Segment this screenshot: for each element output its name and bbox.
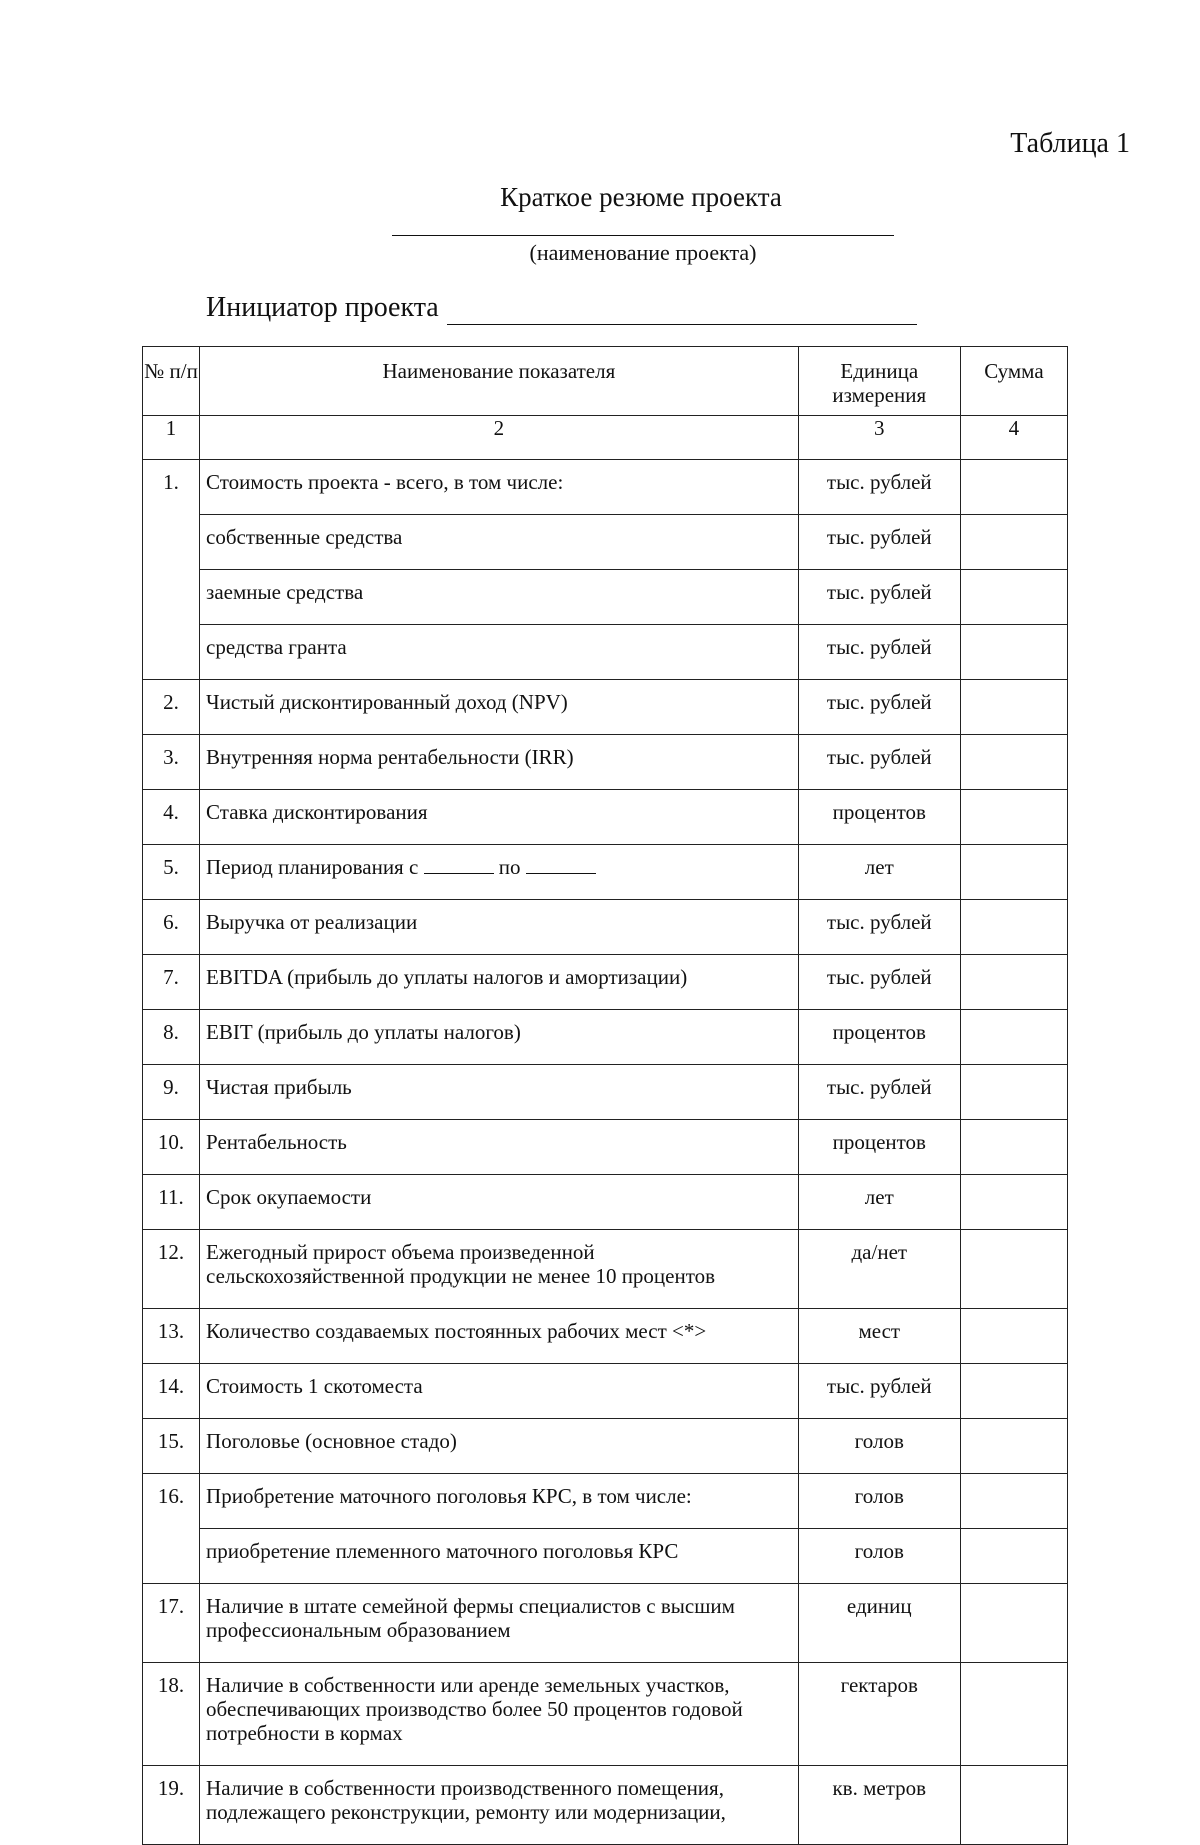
column-index: 2 [200, 416, 799, 460]
unit-cell: тыс. рублей [798, 955, 960, 1010]
indicator-name: Стоимость проекта - всего, в том числе: [200, 460, 799, 515]
indicator-name: Срок окупаемости [200, 1175, 799, 1230]
sum-cell[interactable] [960, 735, 1067, 790]
header-unit: Единица измерения [798, 347, 960, 416]
indicator-name: EBIT (прибыль до уплаты налогов) [200, 1010, 799, 1065]
header-row [143, 347, 1068, 416]
table-row [143, 1065, 1068, 1120]
initiator-label: Инициатор проекта [206, 292, 439, 323]
indicator-name: Чистая прибыль [200, 1065, 799, 1120]
sum-cell[interactable] [960, 790, 1067, 845]
table-row [143, 1529, 1068, 1584]
table-row [143, 680, 1068, 735]
sum-cell[interactable] [960, 1584, 1067, 1663]
unit-cell: тыс. рублей [798, 570, 960, 625]
project-name-caption: (наименование проекта) [529, 240, 757, 265]
table-row [143, 1120, 1068, 1175]
table-row [143, 1364, 1068, 1419]
document-title: Краткое резюме проекта [500, 182, 782, 212]
row-number: 6. [143, 900, 200, 955]
table-row [143, 1766, 1068, 1845]
unit-cell: голов [798, 1419, 960, 1474]
table-row [143, 955, 1068, 1010]
column-index: 4 [960, 416, 1067, 460]
table-row [143, 735, 1068, 790]
planning-period-to: по [498, 855, 521, 879]
row-number: 13. [143, 1309, 200, 1364]
header-sum: Сумма [960, 347, 1067, 416]
project-name-line[interactable] [392, 235, 894, 236]
sum-cell[interactable] [960, 1010, 1067, 1065]
row-number: 7. [143, 955, 200, 1010]
table-row [143, 515, 1068, 570]
indicator-name: Приобретение маточного поголовья КРС, в том числе: [200, 1474, 799, 1529]
unit-cell: лет [798, 845, 960, 900]
table-row [143, 460, 1068, 515]
row-number: 18. [143, 1663, 200, 1766]
sum-cell[interactable] [960, 460, 1067, 515]
table-row [143, 790, 1068, 845]
row-number: 17. [143, 1584, 200, 1663]
indicator-name: EBITDA (прибыль до уплаты налогов и амортизации) [200, 955, 799, 1010]
sum-cell[interactable] [960, 570, 1067, 625]
sum-cell[interactable] [960, 1230, 1067, 1309]
indicator-name: приобретение племенного маточного поголовья КРС [200, 1529, 799, 1584]
indicator-name: Ежегодный прирост объема произведенной сельскохозяйственной продукции не менее 10 процентов [200, 1230, 799, 1309]
indicator-name: Внутренняя норма рентабельности (IRR) [200, 735, 799, 790]
table-row [143, 570, 1068, 625]
indicator-name: Стоимость 1 скотоместа [200, 1364, 799, 1419]
unit-cell: лет [798, 1175, 960, 1230]
table-row [143, 1584, 1068, 1663]
indicator-name: Наличие в штате семейной фермы специалистов с высшим профессиональным образованием [200, 1584, 799, 1663]
unit-cell: единиц [798, 1584, 960, 1663]
table-row [143, 900, 1068, 955]
unit-cell: мест [798, 1309, 960, 1364]
unit-cell: тыс. рублей [798, 460, 960, 515]
row-number: 15. [143, 1419, 200, 1474]
unit-cell: процентов [798, 790, 960, 845]
indicator-name: собственные средства [200, 515, 799, 570]
indicator-name: Выручка от реализации [200, 900, 799, 955]
unit-cell: процентов [798, 1010, 960, 1065]
indicator-name: средства гранта [200, 625, 799, 680]
indicator-name: заемные средства [200, 570, 799, 625]
sum-cell[interactable] [960, 1419, 1067, 1474]
table-row [143, 1419, 1068, 1474]
period-end-blank[interactable] [526, 857, 596, 874]
unit-cell: гектаров [798, 1663, 960, 1766]
initiator-input-line[interactable] [447, 292, 917, 325]
row-number: 3. [143, 735, 200, 790]
sum-cell[interactable] [960, 1364, 1067, 1419]
header-name: Наименование показателя [200, 347, 799, 416]
row-number: 19. [143, 1766, 200, 1845]
row-number: 8. [143, 1010, 200, 1065]
unit-cell: тыс. рублей [798, 625, 960, 680]
indicator-name: Наличие в собственности или аренде земельных участков, обеспечивающих производство более 50 процентов годовой потребности в кормах [200, 1663, 799, 1766]
table-row [143, 1309, 1068, 1364]
indicator-name [200, 845, 799, 900]
sum-cell[interactable] [960, 515, 1067, 570]
row-number: 4. [143, 790, 200, 845]
row-number: 1. [143, 460, 200, 680]
column-index-row [143, 416, 1068, 460]
row-number: 2. [143, 680, 200, 735]
column-index: 3 [798, 416, 960, 460]
unit-cell: тыс. рублей [798, 1364, 960, 1419]
row-number: 11. [143, 1175, 200, 1230]
row-number: 10. [143, 1120, 200, 1175]
sum-cell[interactable] [960, 680, 1067, 735]
unit-cell: да/нет [798, 1230, 960, 1309]
unit-cell: тыс. рублей [798, 680, 960, 735]
unit-cell: кв. метров [798, 1766, 960, 1845]
row-number: 5. [143, 845, 200, 900]
table-row [143, 625, 1068, 680]
column-index: 1 [143, 416, 200, 460]
sum-cell[interactable] [960, 900, 1067, 955]
sum-cell[interactable] [960, 1175, 1067, 1230]
sum-cell[interactable] [960, 845, 1067, 900]
sum-cell[interactable] [960, 1663, 1067, 1766]
unit-cell: голов [798, 1474, 960, 1529]
sum-cell[interactable] [960, 1065, 1067, 1120]
sum-cell[interactable] [960, 1120, 1067, 1175]
indicator-name: Количество создаваемых постоянных рабочих мест <*> [200, 1309, 799, 1364]
indicator-name: Ставка дисконтирования [200, 790, 799, 845]
row-number: 16. [143, 1474, 200, 1584]
row-number: 14. [143, 1364, 200, 1419]
indicator-name: Чистый дисконтированный доход (NPV) [200, 680, 799, 735]
table-row [143, 1175, 1068, 1230]
indicator-name: Рентабельность [200, 1120, 799, 1175]
planning-period-label: Период планирования с [206, 855, 419, 879]
sum-cell[interactable] [960, 1309, 1067, 1364]
sum-cell[interactable] [960, 1529, 1067, 1584]
table-row [143, 1010, 1068, 1065]
table-row [143, 845, 1068, 900]
sum-cell[interactable] [960, 625, 1067, 680]
unit-cell: голов [798, 1529, 960, 1584]
indicator-name: Поголовье (основное стадо) [200, 1419, 799, 1474]
table-row [143, 1230, 1068, 1309]
header-num: № п/п [143, 347, 200, 416]
unit-cell: тыс. рублей [798, 515, 960, 570]
unit-cell: процентов [798, 1120, 960, 1175]
project-summary-table [142, 346, 1068, 1845]
table-row [143, 1663, 1068, 1766]
sum-cell[interactable] [960, 1474, 1067, 1529]
sum-cell[interactable] [960, 955, 1067, 1010]
table-label: Таблица 1 [1010, 128, 1130, 159]
table-row [143, 1474, 1068, 1529]
initiator-field [206, 292, 917, 325]
unit-cell: тыс. рублей [798, 735, 960, 790]
period-start-blank[interactable] [424, 857, 494, 874]
row-number: 9. [143, 1065, 200, 1120]
indicator-name: Наличие в собственности производственного помещения, подлежащего реконструкции, ремонту или модернизации, [200, 1766, 799, 1845]
unit-cell: тыс. рублей [798, 1065, 960, 1120]
unit-cell: тыс. рублей [798, 900, 960, 955]
row-number: 12. [143, 1230, 200, 1309]
sum-cell[interactable] [960, 1766, 1067, 1845]
